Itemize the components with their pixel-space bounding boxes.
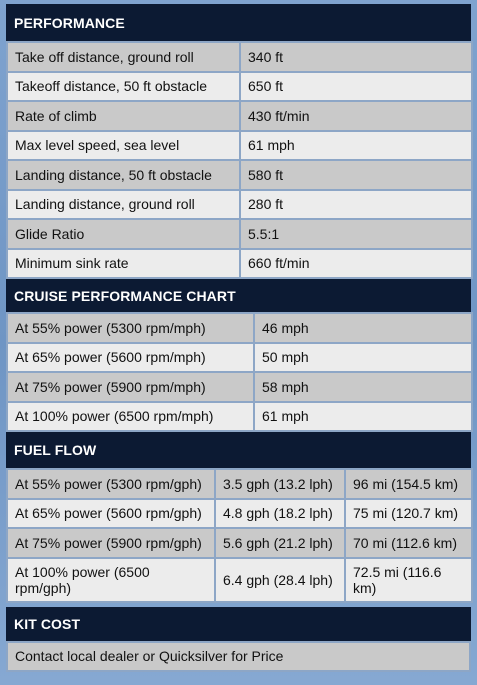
fuel-title: FUEL FLOW [14, 442, 97, 458]
fuel-table [6, 468, 473, 603]
table-row [7, 190, 472, 220]
spec-label: Max level speed, sea level [7, 131, 240, 161]
spec-value: 5.5:1 [240, 219, 472, 249]
cruise-label: At 100% power (6500 rpm/mph) [7, 402, 254, 432]
table-row [7, 72, 472, 102]
table-row [7, 160, 472, 190]
spec-value: 61 mph [240, 131, 472, 161]
fuel-flow: 3.5 gph (13.2 lph) [215, 469, 345, 499]
fuel-range: 96 mi (154.5 km) [345, 469, 472, 499]
fuel-label: At 100% power (6500 rpm/gph) [7, 558, 215, 602]
spec-label: Takeoff distance, 50 ft obstacle [7, 72, 240, 102]
table-row [7, 642, 470, 672]
fuel-label: At 65% power (5600 rpm/gph) [7, 499, 215, 529]
spec-label: Landing distance, ground roll [7, 190, 240, 220]
fuel-range: 72.5 mi (116.6 km) [345, 558, 472, 602]
performance-table [6, 41, 473, 279]
kit-table [6, 641, 471, 673]
cruise-value: 61 mph [254, 402, 472, 432]
cruise-header [6, 279, 471, 312]
table-row [7, 528, 472, 558]
table-row [7, 343, 472, 373]
fuel-flow: 6.4 gph (28.4 lph) [215, 558, 345, 602]
table-row [7, 219, 472, 249]
spec-value: 580 ft [240, 160, 472, 190]
spec-label: Minimum sink rate [7, 249, 240, 279]
specs-sheet [6, 4, 471, 672]
cruise-table [6, 312, 473, 432]
performance-header [6, 4, 471, 41]
spec-value: 650 ft [240, 72, 472, 102]
kit-title: KIT COST [14, 615, 81, 632]
table-row [7, 558, 472, 602]
table-row [7, 313, 472, 343]
cruise-value: 58 mph [254, 372, 472, 402]
table-row [7, 402, 472, 432]
fuel-range: 75 mi (120.7 km) [345, 499, 472, 529]
table-row [7, 499, 472, 529]
performance-title: PERFORMANCE [14, 14, 125, 31]
fuel-label: At 55% power (5300 rpm/gph) [7, 469, 215, 499]
spec-label: Glide Ratio [7, 219, 240, 249]
table-row [7, 249, 472, 279]
spec-label: Take off distance, ground roll [7, 42, 240, 72]
spec-value: 280 ft [240, 190, 472, 220]
cruise-title: CRUISE PERFORMANCE CHART [14, 287, 236, 304]
table-row [7, 469, 472, 499]
spec-label: Landing distance, 50 ft obstacle [7, 160, 240, 190]
spec-label: Rate of climb [7, 101, 240, 131]
cruise-label: At 65% power (5600 rpm/mph) [7, 343, 254, 373]
fuel-flow: 4.8 gph (18.2 lph) [215, 499, 345, 529]
kit-header [6, 607, 471, 641]
cruise-value: 50 mph [254, 343, 472, 373]
fuel-label: At 75% power (5900 rpm/gph) [7, 528, 215, 558]
table-row [7, 101, 472, 131]
table-row [7, 131, 472, 161]
spec-value: 430 ft/min [240, 101, 472, 131]
cruise-value: 46 mph [254, 313, 472, 343]
cruise-label: At 75% power (5900 rpm/mph) [7, 372, 254, 402]
fuel-header [6, 432, 471, 468]
kit-text: Contact local dealer or Quicksilver for Price [7, 642, 470, 672]
table-row [7, 372, 472, 402]
fuel-flow: 5.6 gph (21.2 lph) [215, 528, 345, 558]
fuel-range: 70 mi (112.6 km) [345, 528, 472, 558]
cruise-label: At 55% power (5300 rpm/mph) [7, 313, 254, 343]
spec-value: 340 ft [240, 42, 472, 72]
table-row [7, 42, 472, 72]
spec-value: 660 ft/min [240, 249, 472, 279]
